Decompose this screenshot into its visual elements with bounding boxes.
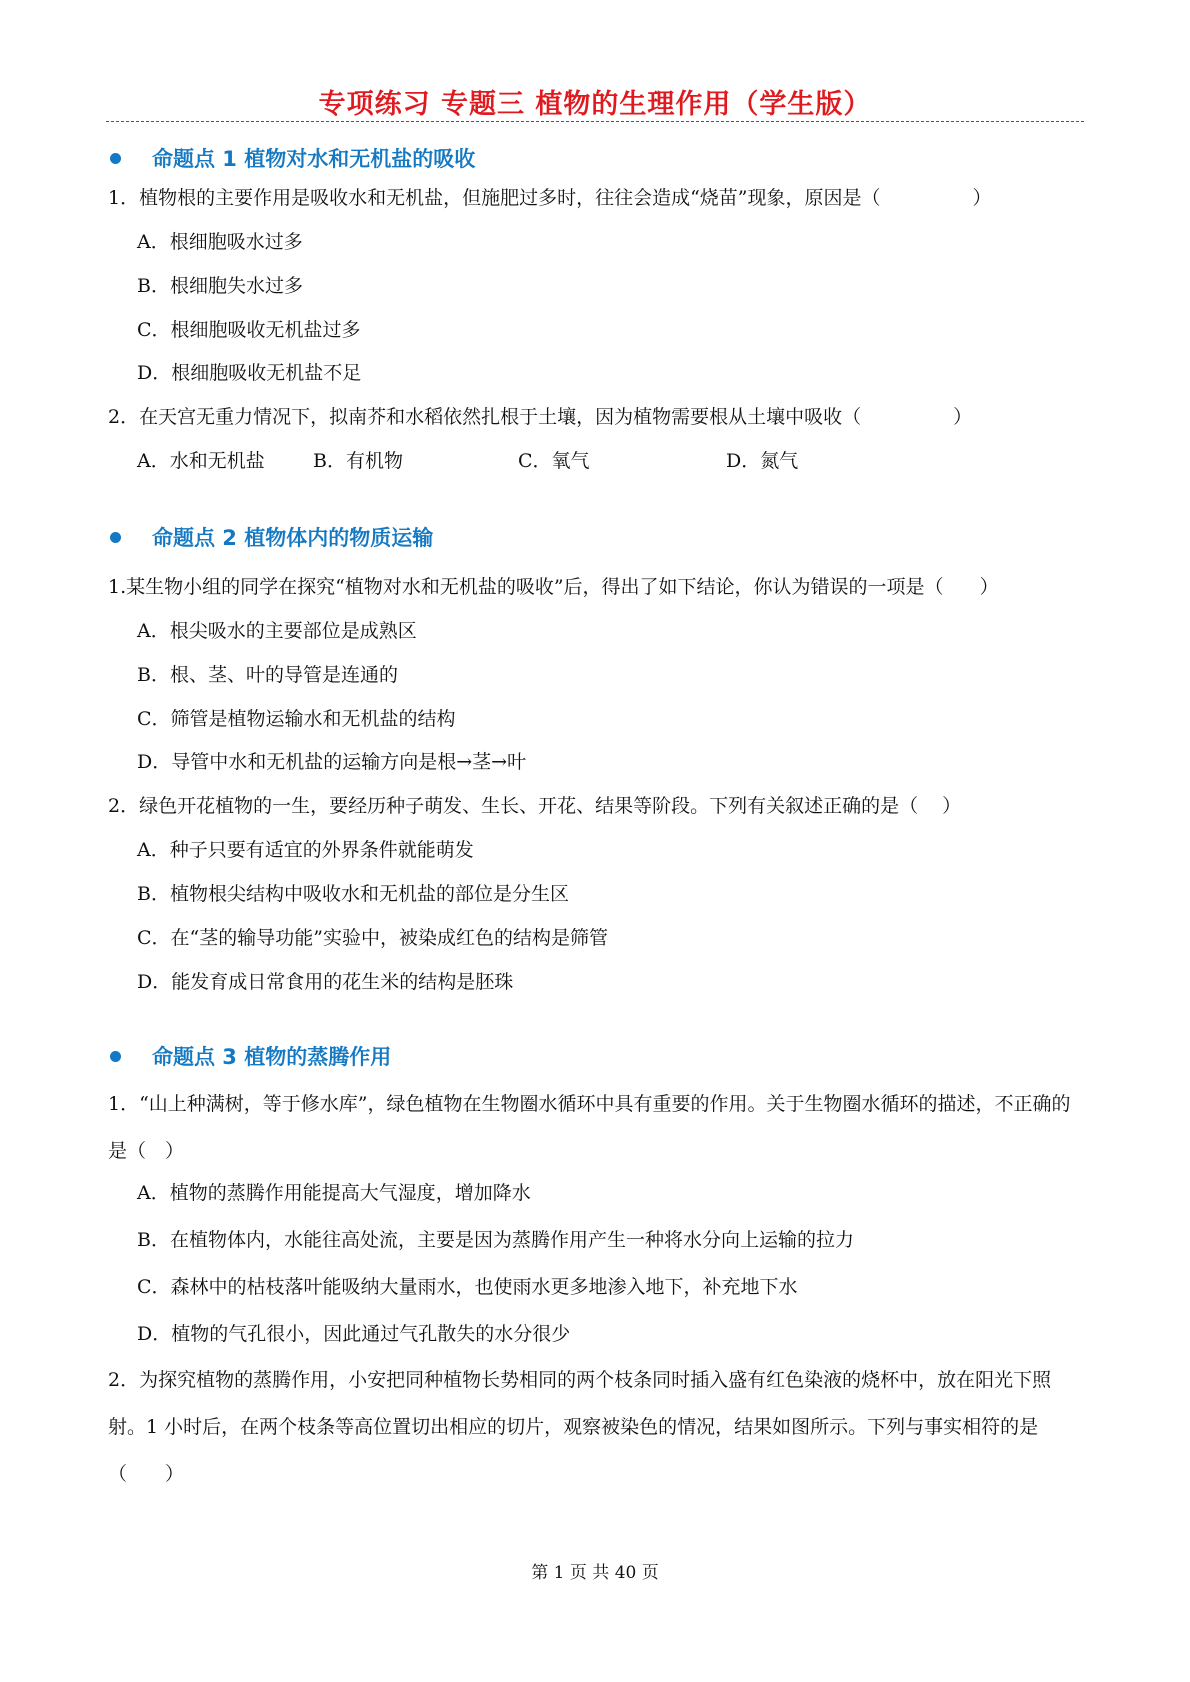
bullet-icon — [110, 1051, 121, 1062]
option-1-2-b: B．有机物 — [313, 450, 403, 472]
question-1-2: 2．在天宫无重力情况下，拟南芥和水稻依然扎根于土壤，因为植物需要根从土壤中吸收（ ） — [108, 406, 973, 428]
option-3-1-b: B．在植物体内，水能往高处流，主要是因为蒸腾作用产生一种将水分向上运输的拉力 — [137, 1229, 854, 1251]
option-2-2-d: D．能发育成日常食用的花生米的结构是胚珠 — [137, 971, 514, 993]
option-2-2-b: B．植物根尖结构中吸收水和无机盐的部位是分生区 — [137, 883, 569, 905]
option-1-1-d: D．根细胞吸收无机盐不足 — [137, 362, 362, 384]
option-2-1-c: C．筛管是植物运输水和无机盐的结构 — [137, 708, 456, 730]
page-footer: 第 1 页 共 40 页 — [531, 1563, 659, 1583]
option-2-1-d: D．导管中水和无机盐的运输方向是根→茎→叶 — [137, 751, 527, 773]
question-3-1: 1．“山上种满树，等于修水库”，绿色植物在生物圈水循环中具有重要的作用。关于生物圈水循环的描述，不正确的是（ ） — [108, 1093, 1071, 1162]
question-2-2: 2．绿色开花植物的一生，要经历种子萌发、生长、开花、结果等阶段。下列有关叙述正确的是（ ） — [108, 795, 962, 817]
bullet-icon — [110, 153, 121, 164]
option-1-1-c: C．根细胞吸收无机盐过多 — [137, 319, 361, 341]
option-1-2-d: D．氮气 — [726, 450, 799, 472]
option-2-2-c: C．在“茎的输导功能”实验中，被染成红色的结构是筛管 — [137, 927, 608, 949]
option-1-1-b: B．根细胞失水过多 — [137, 275, 303, 297]
question-3-2: 2．为探究植物的蒸腾作用，小安把同种植物长势相同的两个枝条同时插入盛有红色染液的烧杯中，放在阳光下照射。1 小时后，在两个枝条等高位置切出相应的切片，观察被染色的情况，结果如图所示。下列与事实相符的是（ ） — [108, 1369, 1052, 1485]
option-3-1-a: A．植物的蒸腾作用能提高大气湿度，增加降水 — [137, 1182, 531, 1204]
option-2-1-a: A．根尖吸水的主要部位是成熟区 — [137, 620, 417, 642]
option-2-2-a: A．种子只要有适宜的外界条件就能萌发 — [137, 839, 474, 861]
option-1-1-a: A．根细胞吸水过多 — [137, 231, 303, 253]
section-heading-3: 命题点 3 植物的蒸腾作用 — [110, 1041, 391, 1071]
title-divider — [106, 121, 1084, 122]
page-title: 专项练习 专题三 植物的生理作用（学生版） — [318, 89, 872, 120]
question-1-1: 1．植物根的主要作用是吸收水和无机盐，但施肥过多时，往往会造成“烧苗”现象，原因是（ ） — [108, 187, 992, 209]
option-3-1-d: D．植物的气孔很小，因此通过气孔散失的水分很少 — [137, 1323, 571, 1345]
section-heading-2: 命题点 2 植物体内的物质运输 — [110, 522, 433, 552]
option-1-2-a: A．水和无机盐 — [137, 450, 265, 472]
section-heading-1: 命题点 1 植物对水和无机盐的吸收 — [110, 143, 475, 173]
bullet-icon — [110, 532, 121, 543]
option-3-1-c: C．森林中的枯枝落叶能吸纳大量雨水，也使雨水更多地渗入地下，补充地下水 — [137, 1276, 798, 1298]
option-2-1-b: B．根、茎、叶的导管是连通的 — [137, 664, 398, 686]
question-2-1: 1.某生物小组的同学在探究“植物对水和无机盐的吸收”后，得出了如下结论，你认为错误的一项是（ ） — [108, 576, 999, 598]
option-1-2-c: C．氧气 — [518, 450, 590, 472]
